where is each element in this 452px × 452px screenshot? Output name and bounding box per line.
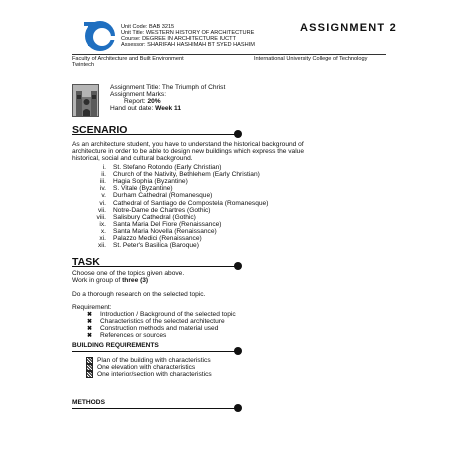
scenario-underline	[72, 134, 238, 135]
faculty-name: Faculty of Architecture and Built Environment	[72, 56, 184, 62]
scenario-item: Notre-Dame de Chartres (Gothic)	[113, 206, 211, 214]
checkbox-icon	[86, 357, 93, 364]
requirement-item: Construction methods and material used	[100, 325, 219, 333]
unit-title: Unit Title: WESTERN HISTORY OF ARCHITECTURE	[121, 30, 255, 36]
requirement-item: Introduction / Background of the selected topic	[100, 311, 236, 318]
header-divider	[72, 54, 386, 55]
building-dot	[234, 347, 242, 355]
methods-underline	[72, 408, 238, 409]
requirement-item: Characteristics of the selected architecture	[100, 318, 225, 326]
scenario-item: S. Vitale (Byzantine)	[113, 185, 173, 193]
scenario-item: Santa Maria Novella (Renaissance)	[113, 227, 217, 235]
scenario-dot	[234, 130, 242, 138]
task-line1: Choose one of the topics given above.	[72, 270, 185, 277]
college-logo	[78, 14, 118, 54]
assignment-number: ASSIGNMENT 2	[300, 22, 397, 34]
scenario-item-number: vii.	[97, 206, 106, 214]
scenario-item-number: ii.	[101, 171, 106, 179]
scenario-item-number: viii.	[96, 213, 106, 221]
college-name: International University College of Technology	[254, 56, 368, 62]
report-value: 20%	[147, 98, 161, 105]
building-underline	[72, 351, 238, 352]
scenario-item-number: i.	[102, 164, 106, 171]
assignment-marks-label: Assignment Marks:	[110, 91, 167, 98]
methods-dot	[234, 404, 242, 412]
building-requirement-item: Plan of the building with characteristics	[97, 357, 211, 364]
assignment-title: Assignment Title: The Triumph of Christ	[110, 84, 226, 91]
scenario-item: Palazzo Medici (Renaissance)	[113, 235, 202, 242]
handout-label: Hand out date:	[110, 105, 154, 112]
x-mark-icon: ✖	[87, 326, 93, 333]
scenario-item: Church of the Nativity, Bethlehem (Early Christian)	[113, 171, 260, 179]
unit-code: Unit Code: BAB 3215	[121, 24, 175, 30]
scenario-item-number: v.	[101, 192, 106, 200]
scenario-paragraph-line2: architecture in order to be able to design new buildings which express the value	[72, 148, 305, 155]
scenario-item-number: x.	[100, 227, 106, 235]
task-group-size: three (3)	[122, 277, 149, 284]
x-mark-icon: ✖	[87, 312, 93, 318]
task-line2	[72, 277, 148, 285]
scenario-item: St. Peter's Basilica (Baroque)	[113, 242, 199, 250]
building-requirement-item: One elevation with characteristics	[97, 364, 196, 372]
requirement-label: Requirement:	[72, 304, 112, 311]
scenario-item-number: xii.	[97, 242, 106, 250]
building-requirements-heading: BUILDING REQUIREMENTS	[72, 342, 159, 349]
building-requirement-item: One interior/section with characteristics	[97, 371, 212, 379]
scenario-item-number: iv.	[99, 185, 106, 193]
task-heading: TASK	[72, 256, 100, 268]
x-mark-icon: ✖	[87, 333, 93, 340]
task-underline	[72, 266, 238, 267]
x-mark-icon: ✖	[87, 319, 93, 326]
scenario-item: Durham Cathedral (Romanesque)	[113, 192, 213, 200]
methods-heading: METHODS	[72, 399, 105, 406]
scenario-item: Santa Maria Del Fiore (Renaissance)	[113, 220, 222, 228]
checkbox-icon	[86, 364, 93, 371]
college-name-line2: Twintech	[72, 62, 95, 68]
scenario-item-number: ix.	[99, 220, 106, 228]
course: Course: DEGREE IN ARCHITECTURE IUCTT	[121, 36, 236, 42]
assessor: Assessor: SHARIFAH HASHIMAH BT SYED HASHIM	[121, 42, 255, 48]
scenario-item-number: iii.	[99, 178, 106, 186]
scenario-item: Hagia Sophia (Byzantine)	[113, 178, 188, 186]
scenario-item-number: xi.	[99, 235, 106, 242]
scenario-item: Cathedral of Santiago de Compostela (Romanesque)	[113, 199, 269, 207]
report-label: Report:	[124, 98, 146, 105]
checkbox-icon	[86, 371, 93, 378]
scenario-paragraph-line1: As an architecture student, you have to understand the historical background of	[72, 141, 304, 148]
scenario-paragraph-line3: historical, social and cultural background.	[72, 155, 193, 162]
scenario-item: Salisbury Cathedral (Gothic)	[113, 213, 196, 221]
handout-value: Week 11	[155, 105, 182, 112]
scenario-heading: SCENARIO	[72, 124, 128, 136]
scenario-item: St. Stefano Rotondo (Early Christian)	[113, 164, 222, 171]
task-line3: Do a thorough research on the selected topic.	[72, 291, 206, 298]
handout-date	[110, 105, 181, 113]
requirement-item: References or sources	[100, 332, 167, 340]
scenario-item-number: vi.	[99, 199, 106, 207]
task-dot	[234, 262, 242, 270]
task-group-prefix: Work in group of	[72, 277, 121, 284]
cathedral-thumbnail	[72, 84, 99, 117]
